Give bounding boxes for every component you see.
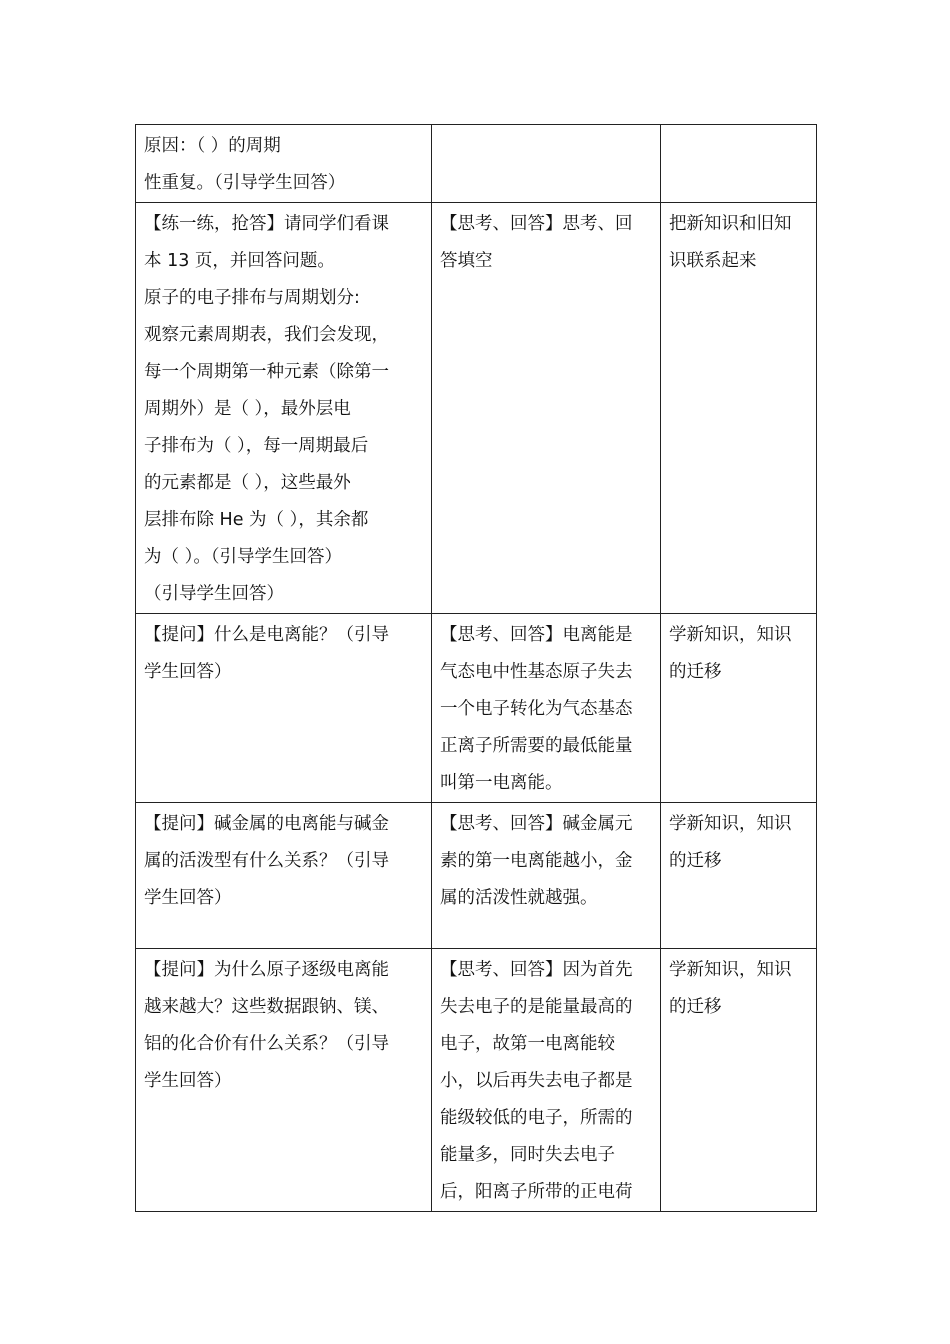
design-intent-cell <box>661 949 817 1212</box>
cell-text-line: 属的活泼型有什么关系？（引导 <box>144 851 389 871</box>
cell-text-line: 电子，故第一电离能较 <box>440 1034 615 1054</box>
cell-text-line: 【练一练，抢答】请同学们看课 <box>144 214 389 234</box>
table-row <box>136 125 817 203</box>
cell-text-line: 周期外）是（ ），最外层电 <box>144 399 351 419</box>
cell-text-line: 学新知识，知识 <box>669 960 792 980</box>
cell-text-line: 答填空 <box>440 251 493 271</box>
cell-text-line: 学生回答） <box>144 888 232 908</box>
student-activity-cell <box>432 125 661 203</box>
cell-text-line: 失去电子的是能量最高的 <box>440 997 633 1017</box>
cell-text-line: 性重复。（引导学生回答） <box>144 173 346 193</box>
student-activity-cell <box>432 203 661 614</box>
cell-text-line: 学新知识，知识 <box>669 814 792 834</box>
cell-text-line: 【思考、回答】因为首先 <box>440 960 633 980</box>
cell-text-line: 【思考、回答】思考、回 <box>440 214 633 234</box>
cell-text-line: 子排布为（ ），每一周期最后 <box>144 436 369 456</box>
cell-text-line: 原子的电子排布与周期划分: <box>144 288 360 308</box>
cell-text-line: 学生回答） <box>144 1071 232 1091</box>
cell-text-line: 后，阳离子所带的正电荷 <box>440 1182 633 1202</box>
teacher-activity-cell <box>136 125 432 203</box>
lesson-plan-table <box>135 124 817 1212</box>
design-intent-cell <box>661 614 817 803</box>
cell-text-line: 一个电子转化为气态基态 <box>440 699 633 719</box>
cell-text-line: 【思考、回答】碱金属元 <box>440 814 633 834</box>
cell-text-line: 属的活泼性就越强。 <box>440 888 598 908</box>
cell-text-line: 能量多，同时失去电子 <box>440 1145 615 1165</box>
cell-text-line: 原因：（ ）的周期 <box>144 136 281 156</box>
teacher-activity-cell <box>136 803 432 949</box>
cell-text-line: 为（ ）。（引导学生回答） <box>144 547 343 567</box>
student-activity-cell <box>432 949 661 1212</box>
cell-text-line: 的迁移 <box>669 662 722 682</box>
student-activity-cell <box>432 803 661 949</box>
cell-text-line: 识联系起来 <box>669 251 757 271</box>
cell-text-line: 本 13 页，并回答问题。 <box>144 251 335 271</box>
cell-text-line: 观察元素周期表，我们会发现， <box>144 325 389 345</box>
teacher-activity-cell <box>136 949 432 1212</box>
table-row <box>136 803 817 949</box>
design-intent-cell <box>661 803 817 949</box>
cell-text-line: （引导学生回答） <box>144 584 284 604</box>
cell-text-line: 【思考、回答】电离能是 <box>440 625 633 645</box>
cell-text-line: 【提问】为什么原子逐级电离能 <box>144 960 389 980</box>
cell-text-line: 叫第一电离能。 <box>440 773 563 793</box>
cell-text-line: 素的第一电离能越小，金 <box>440 851 633 871</box>
teacher-activity-cell <box>136 614 432 803</box>
student-activity-cell <box>432 614 661 803</box>
cell-text-line: 能级较低的电子，所需的 <box>440 1108 633 1128</box>
table-row <box>136 614 817 803</box>
cell-text-line: 层排布除 He 为（ ），其余都 <box>144 510 369 530</box>
cell-text-line: 把新知识和旧知 <box>669 214 792 234</box>
table-row <box>136 203 817 614</box>
cell-text-line: 【提问】什么是电离能？（引导 <box>144 625 389 645</box>
cell-text-line: 的迁移 <box>669 997 722 1017</box>
cell-text-line: 铝的化合价有什么关系？（引导 <box>144 1034 389 1054</box>
cell-text-line: 越来越大？这些数据跟钠、镁、 <box>144 997 389 1017</box>
design-intent-cell <box>661 203 817 614</box>
cell-text-line: 的元素都是（ ），这些最外 <box>144 473 351 493</box>
teacher-activity-cell <box>136 203 432 614</box>
cell-text-line: 正离子所需要的最低能量 <box>440 736 633 756</box>
table-row <box>136 949 817 1212</box>
design-intent-cell <box>661 125 817 203</box>
cell-text-line: 气态电中性基态原子失去 <box>440 662 633 682</box>
cell-text-line: 学生回答） <box>144 662 232 682</box>
cell-text-line: 学新知识，知识 <box>669 625 792 645</box>
cell-text-line: 小，以后再失去电子都是 <box>440 1071 633 1091</box>
cell-text-line: 【提问】碱金属的电离能与碱金 <box>144 814 389 834</box>
cell-text-line: 每一个周期第一种元素（除第一 <box>144 362 389 382</box>
cell-text-line: 的迁移 <box>669 851 722 871</box>
